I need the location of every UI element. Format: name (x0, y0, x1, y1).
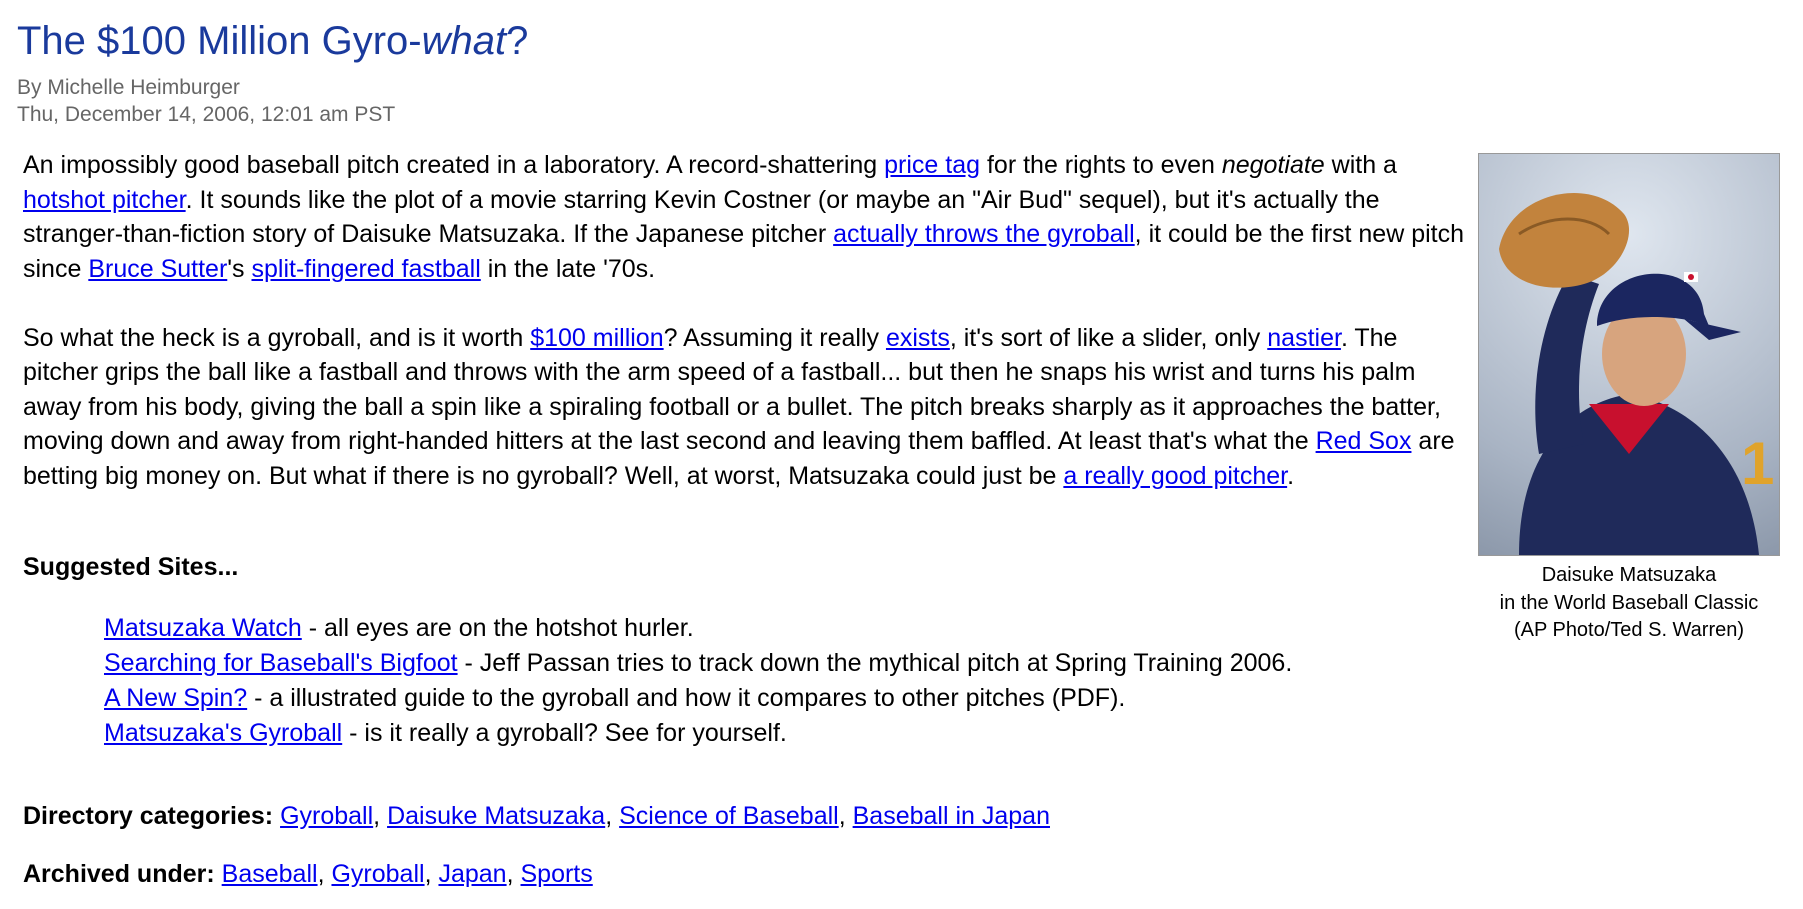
paragraph-text: An impossibly good baseball pitch created in a laboratory. A record-shattering (23, 151, 885, 179)
photo-figure (1478, 153, 1780, 645)
inline-link[interactable]: exists (885, 323, 950, 352)
archived-under-label: Archived under: (23, 860, 215, 888)
suggested-site-description: - a illustrated guide to the gyroball and how it compares to other pitches (PDF). (247, 684, 1126, 712)
pitcher-illustration (1479, 154, 1779, 555)
paragraph-text: So what the heck is a gyroball, and is it worth (23, 323, 531, 352)
inline-link[interactable]: Red Sox (1315, 427, 1412, 455)
article-paragraph-2 (23, 321, 1473, 494)
inline-link[interactable]: nastier (1267, 323, 1341, 352)
suggested-sites-heading: Suggested Sites... (23, 553, 239, 581)
publish-date: Thu, December 14, 2006, 12:01 am PST (17, 103, 396, 126)
suggested-sites-list (104, 611, 1292, 751)
title-emphasis: what (421, 19, 507, 63)
paragraph-text: 's (227, 254, 252, 283)
caption-line: (AP Photo/Ted S. Warren) (1513, 619, 1745, 641)
paragraph-text: , it's sort of like a slider, only (949, 323, 1268, 352)
paragraph-text: in the late '70s. (480, 254, 656, 283)
paragraph-text: . It sounds like the plot of a movie starring Kevin Costner (or maybe an "Air Bud" sequel), but it's actually the stranger-than-fiction story of Daisuke Matsuzaka. If the Japanese pitcher (23, 185, 1380, 248)
emphasis-text: negotiate (1221, 151, 1325, 179)
article-body (23, 148, 1473, 528)
category-link[interactable]: Baseball in Japan (852, 802, 1050, 830)
archive-link[interactable]: Japan (438, 860, 507, 888)
svg-text:1: 1 (1741, 430, 1775, 497)
inline-link[interactable]: actually throws the gyroball (833, 220, 1135, 248)
archive-link[interactable]: Sports (520, 860, 593, 888)
directory-categories-label: Directory categories: (23, 802, 274, 830)
inline-link[interactable]: Bruce Sutter (88, 254, 228, 283)
category-link[interactable]: Daisuke Matsuzaka (387, 802, 606, 830)
suggested-site-link[interactable]: Searching for Baseball's Bigfoot (104, 649, 458, 677)
paragraph-text: with a (1324, 151, 1397, 179)
suggested-site-description: - Jeff Passan tries to track down the mythical pitch at Spring Training 2006. (457, 649, 1293, 677)
paragraph-text: , it could be the first new pitch since (23, 220, 1465, 283)
paragraph-text: . The pitcher grips the ball like a fastball and throws with the arm speed of a fastball... but then he snaps his wrist and turns his palm away from his body, giving the ball a spin like a spiraling football or a bullet. The pitch breaks sharply as it approaches the batter, moving down and away from right-handed hitters at the last second and leaving them baffled. At least that's what the (23, 323, 1441, 455)
archive-link[interactable]: Gyroball (331, 860, 425, 888)
page-title (17, 14, 528, 68)
suggested-site-link[interactable]: Matsuzaka Watch (104, 614, 302, 642)
title-part-3: ? (506, 19, 529, 63)
byline-block (17, 74, 395, 128)
inline-link[interactable]: a really good pitcher (1063, 461, 1288, 490)
paragraph-text: for the rights to even (980, 151, 1222, 179)
paragraph-text: are betting big money on. But what if there is no gyroball? Well, at worst, Matsuzaka could just be (23, 427, 1455, 490)
suggested-site-item (104, 716, 1292, 751)
inline-link[interactable]: price tag (884, 151, 981, 179)
author-byline: By Michelle Heimburger (17, 76, 240, 99)
photo-caption (1478, 562, 1780, 645)
pitcher-photo (1478, 153, 1780, 556)
article-paragraph-1 (23, 148, 1473, 286)
archive-link[interactable]: Baseball (221, 860, 318, 888)
caption-line: Daisuke Matsuzaka (1541, 564, 1717, 586)
suggested-site-item (104, 611, 1292, 646)
inline-link[interactable]: split-fingered fastball (251, 254, 481, 283)
suggested-site-item (104, 646, 1292, 681)
suggested-site-link[interactable]: A New Spin? (104, 684, 248, 712)
caption-line: in the World Baseball Classic (1499, 591, 1759, 614)
inline-link[interactable]: hotshot pitcher (23, 185, 186, 214)
inline-link[interactable]: $100 million (530, 323, 664, 352)
suggested-site-description: - is it really a gyroball? See for yourself. (342, 719, 787, 747)
paragraph-text: ? Assuming it really (663, 323, 886, 352)
directory-categories: Directory categories: Gyroball, Daisuke Matsuzaka, Science of Baseball, Baseball in Japan (23, 802, 1050, 830)
category-link[interactable]: Science of Baseball (619, 802, 839, 830)
suggested-site-link[interactable]: Matsuzaka's Gyroball (104, 719, 343, 747)
paragraph-text: . (1287, 461, 1295, 490)
suggested-site-description: - all eyes are on the hotshot hurler. (301, 614, 694, 642)
suggested-site-item (104, 681, 1292, 716)
archived-under: Archived under: Baseball, Gyroball, Japan, Sports (23, 860, 593, 888)
title-part-1: The $100 Million Gyro- (17, 19, 422, 63)
category-link[interactable]: Gyroball (280, 802, 374, 830)
